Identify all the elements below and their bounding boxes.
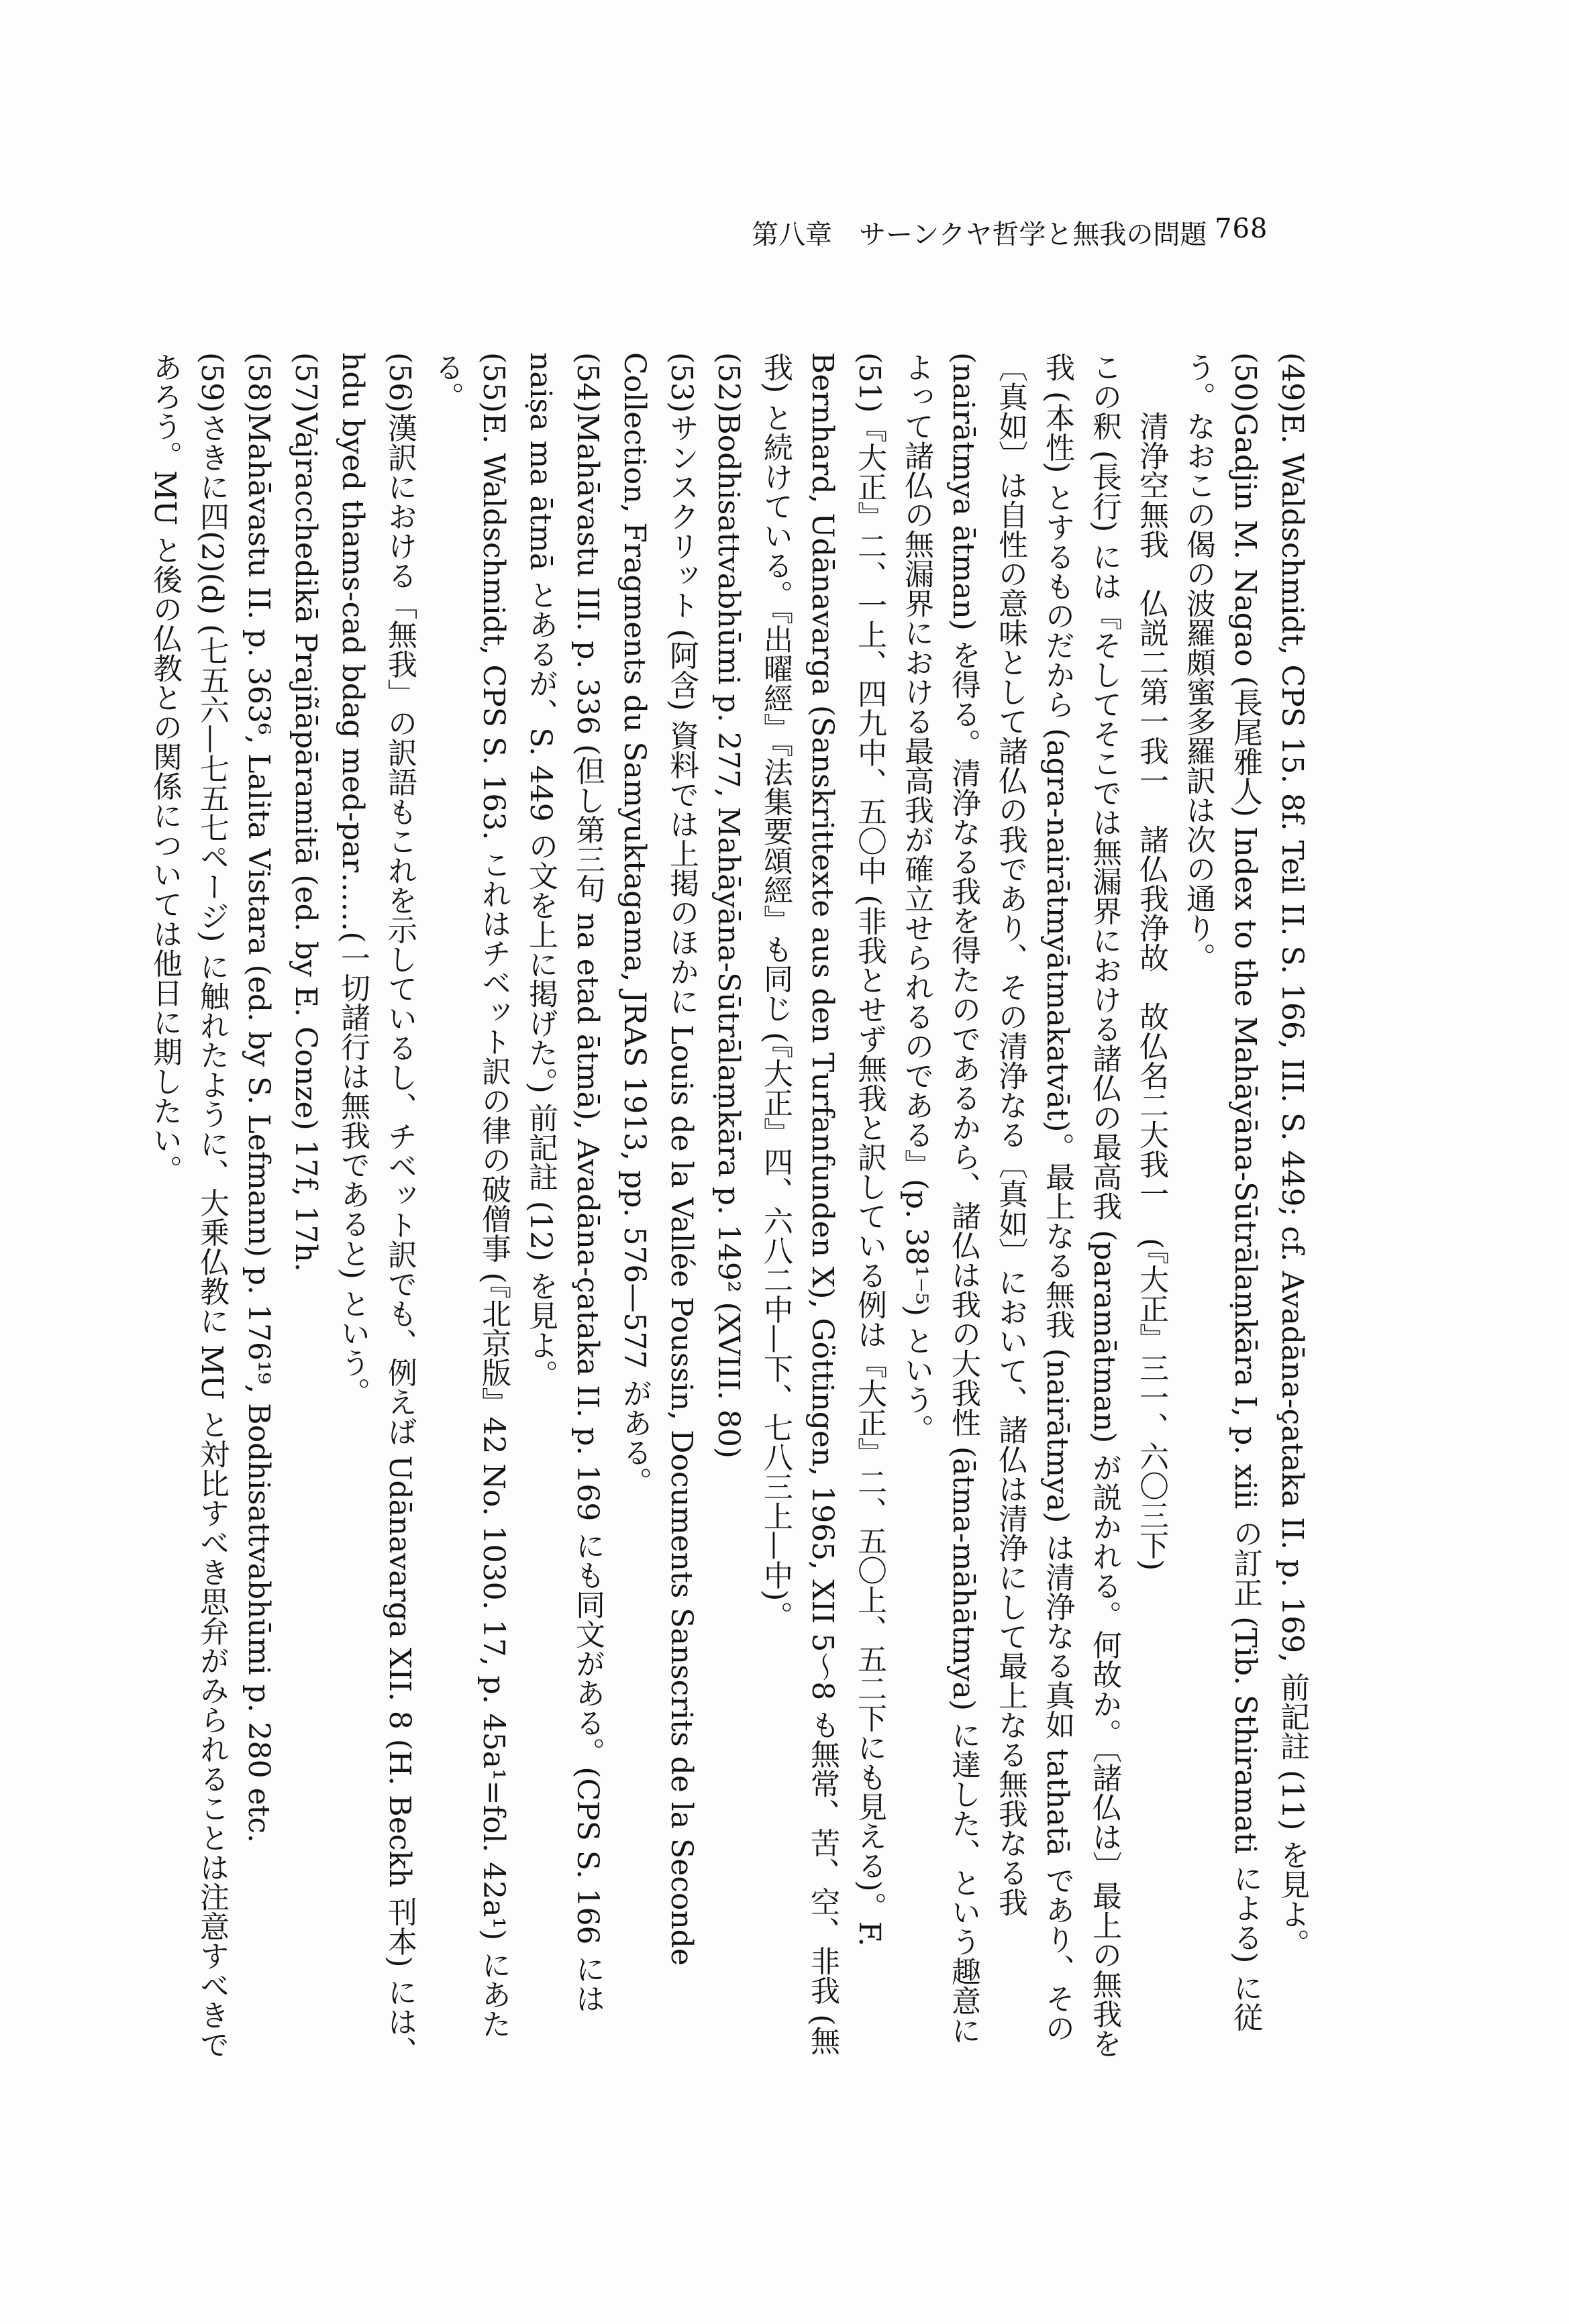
note-53: [611, 352, 705, 2070]
note-54: [517, 352, 611, 2070]
note-50: [1174, 352, 1268, 2070]
note-text: さきに四(2)(d) (七五六—七五七ページ) に触れたように、大乗仏教に MU と対比すべき思弁がみられることは注意すべきであろう。MU と後の仏教との関係については他日に期したい。: [148, 352, 229, 2059]
note-number: (58): [242, 352, 276, 413]
note-50-verse: [1127, 352, 1174, 2070]
note-number: (55): [476, 352, 511, 413]
chapter-title: 第八章 サーンクヤ哲学と無我の問題: [752, 219, 1207, 250]
note-text: Mahāvastu II. p. 363⁶, Lalita Vistara (ed. by S. Lefmann) p. 176¹⁹, Bodhisattvabhūmi p. 280 etc.: [242, 413, 276, 1843]
note-number: (50): [1228, 352, 1262, 413]
note-59: [141, 352, 235, 2070]
note-number: (56): [383, 352, 417, 413]
note-number: (53): [664, 352, 699, 413]
note-text: Bodhisattvabhūmi p. 277, Mahāyāna-Sūtrālaṃkāra p. 149² (XVIII. 80): [711, 413, 746, 1459]
note-text: この釈 (長行) には『そしてそこでは無漏界における諸仏の最高我 (paramātman) が説かれる。何故か。〔諸仏は〕最上の無我を我 (本性) とするものだから (agra-nairātmyātmakatvāt)。最上なる無我 (nairātmya) は清浄なる真如 tathatā であり、その〔真如〕は自性の意味として諸仏の我であり、その清浄なる〔真如〕において、諸仏は清浄にして最上なる無我なる我 (nairātmya ātman) を得る。清浄なる我を得たのであるから、諸仏は我の大我性 (ātma-māhātmya) に達した、という趣意によって諸仏の無漏界における最高我が確立せられるのである』(p. 38¹⁻⁵) という。: [899, 352, 1121, 2058]
note-text: E. Waldschmidt, CPS S. 163. これはチベット訳の律の破僧事 (『北京版』42 No. 1030. 17, p. 45a¹=fol. 42a¹) にあたる。: [429, 352, 511, 2039]
note-text: 『大正』二、一上、四九中、五〇中 (非我とせず無我と訳している例は『大正』二、五〇上、五二下にも見える)。F. Bernhard, Udānavarga (Sanskrittexte aus den Turfanfunden X), Göttingen, 1965, XII 5〜8 も無常、苦、空、非我 (無我) と続けている。『出曜經』『法集要頌經』も同じ (『大正』四、六八二中—下、七八三上—中)。: [758, 352, 887, 2056]
notes-body: [107, 352, 1315, 2070]
note-text: Mahāvastu III. p. 336 (但し第三句 na etad ātmā), Avadāna-çataka II. p. 169 にも同文がある。(CPS S. 166 には naiṣa ma ātmā とあるが、S. 449 の文を上に掲げた。) 前記註 (12) を見よ。: [523, 352, 605, 2013]
note-number: (51): [852, 352, 887, 413]
note-number: (49): [1275, 352, 1309, 413]
verse-text: 清浄空無我 仏説二第一我一 諸仏我浄故 故仏名二大我一 (『大正』三一、六〇三下): [1134, 411, 1168, 1571]
page-number: 768: [1215, 213, 1268, 244]
note-49: [1268, 352, 1315, 2070]
note-text: Gadjin M. Nagao (長尾雅人) Index to the Mahāyāna-Sūtrālaṃkāra I, p. xiii の訂正 (Tib. Sthiramati による) に従う。なおこの偈の波羅頗蜜多羅訳は次の通り。: [1181, 352, 1262, 2032]
note-text: 漢訳における「無我」の訳語もこれを示しているし、チベット訳でも、例えば Udānavarga XII. 8 (H. Beckh 刊本) には、hdu byed thams-cad bdag med-par……(一切諸行は無我であると) という。: [336, 352, 417, 2066]
note-52: [705, 352, 752, 2070]
note-number: (59): [195, 352, 229, 413]
note-number: (52): [711, 352, 746, 413]
note-51: [752, 352, 893, 2070]
note-text: Vajracchedikā Prajñāpāramitā (ed. by E. Conze) 17f, 17h.: [289, 413, 323, 1272]
note-number: (57): [289, 352, 323, 413]
note-50-commentary: [893, 352, 1127, 2070]
note-55: [423, 352, 517, 2070]
note-56: [329, 352, 423, 2070]
note-number: (54): [570, 352, 605, 413]
note-58: [235, 352, 282, 2070]
note-57: [282, 352, 329, 2070]
note-text: サンスクリット (阿含) 資料では上掲のほかに Louis de la Vallée Poussin, Documents Sanscrits de la Seconde Collection, Fragments du Samyuktagama, JRAS 1913, pp. 576—577 がある。: [617, 352, 699, 1966]
note-text: E. Waldschmidt, CPS 15. 8f. Teil II. S. 166, III. S. 449; cf. Avadāna-çataka II. p. 169, 前記註 (11) を見よ。: [1275, 413, 1309, 1958]
running-header: [738, 213, 1342, 254]
